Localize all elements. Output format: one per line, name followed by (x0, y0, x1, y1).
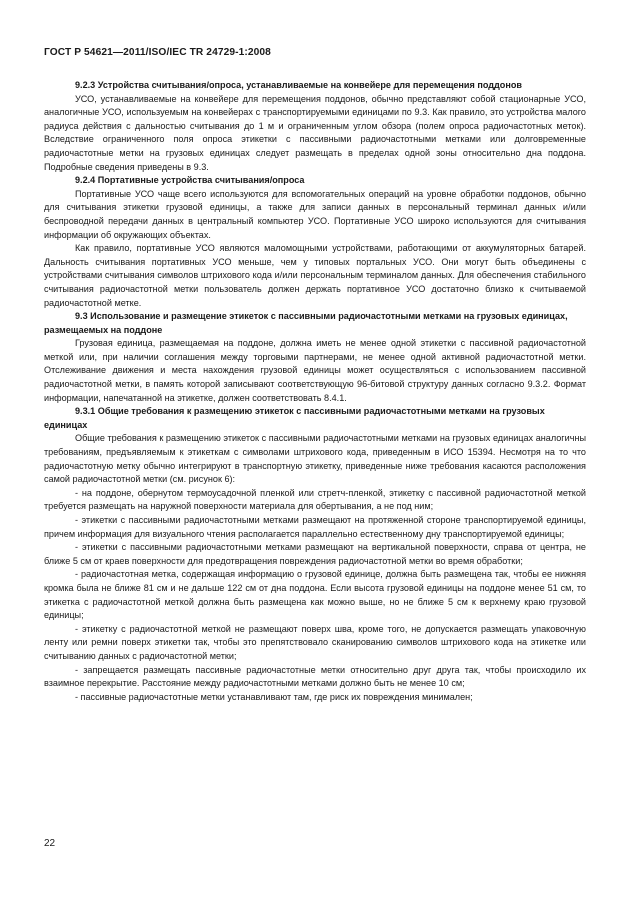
section-heading-9-2-4: 9.2.4 Портативные устройства считывания/опроса (75, 175, 305, 186)
section-heading-9-2-3: 9.2.3 Устройства считывания/опроса, устанавливаемые на конвейере для перемещения поддонов (75, 80, 523, 90)
page-header: ГОСТ Р 54621—2011/ISO/IEC TR 24729-1:2008 (44, 47, 271, 58)
section-heading-9-3: 9.3 Использование и размещение этикеток с пассивными радиочастотными метками на грузовых единицах, размещаемых на поддоне (44, 311, 568, 335)
paragraph: Портативные УСО чаще всего используются для вспомогательных операций на уровне обработки поддонов, обычно для считывания этикетки грузовой единицы, а также для записи данных в персональный терминал данных и/или беспроводной передачи данных в центральный компьютер УСО. Портативные УСО широко используются для считывания информации об окружающих объектах. (44, 188, 586, 240)
list-item: - этикетки с пассивными радиочастотными метками размещают на протяженной стороне транспортируемой единицы, причем информация для визуального чтения располагается параллельно естественному дну транспортируемой единицы; (44, 515, 586, 539)
paragraph: Грузовая единица, размещаемая на поддоне, должна иметь не менее одной этикетки с пассивной радиочастотной меткой или, при наличии соглашения между торговыми партнерами, не менее одной активной радиочастотной метки. Отслеживание движения и места нахождения грузовой единицы может осуществляться с использованием пассивной радиочастотной метки, в память которой записывают соответствующую 96-битовой структуру данных согласно 9.3.2. Формат информации, напечатанной на этикетке, должен соответствовать 8.4.1. (44, 338, 586, 403)
paragraph: Как правило, портативные УСО являются маломощными устройствами, работающими от аккумуляторных батарей. Дальность считывания портативных УСО меньше, чем у типовых портальных УСО. Они могут быть объединены с устройствами считывания символов штрихового кода и/или персональным терминалом данных. Для обеспечения стабильного считывания радиочастотной метки пользователь должен держать портативное УСО достаточно близко к считываемой радиочастотной метке. (44, 243, 586, 308)
document-body (44, 79, 586, 704)
list-item: - на поддоне, обернутом термоусадочной пленкой или стретч-пленкой, этикетку с пассивной радиочастотной меткой требуется размещать на наружной поверхности материала для обертывания, а не под ним; (44, 487, 586, 512)
list-item: - запрещается размещать пассивные радиочастотные метки относительно друг друга так, чтобы происходило их взаимное перекрытие. Расстояние между радиочастотными метками должно быть не менее 10 см; (44, 664, 586, 689)
list-item: - этикетки с пассивными радиочастотными метками размещают на вертикальной поверхности, справа от центра, не ближе 5 см от краев поверхности для предотвращения повреждения радиочастотной метки во время обработки; (44, 542, 586, 566)
page-number: 22 (44, 838, 56, 849)
section-heading-9-3-1: 9.3.1 Общие требования к размещению этикеток с пассивными радиочастотными метками на грузовых единицах (44, 406, 545, 430)
paragraph: Общие требования к размещению этикеток с пассивными радиочастотными метками на грузовых единицах аналогичны требованиям, предъявляемым к этикеткам с символами штрихового кода, приведенным в ИСО 15394. Несмотря на то что радиочастотную метку обычно интегрируют в транспортную этикетку, приведенные ниже требования касаются расположения самой радиочастотной метки (см. рисунок 6): (44, 433, 586, 485)
list-item: - радиочастотная метка, содержащая информацию о грузовой единице, должна быть размещена так, чтобы ее нижняя кромка была не ближе 81 см и не дальше 122 см от дна поддона. Если высота грузовой единицы на поддоне менее 51 см, то этикетка с радиочастотной меткой должна быть размещена как можно выше, но не ближе 5 см к верхнему краю грузовой единицы; (44, 569, 586, 621)
paragraph: УСО, устанавливаемые на конвейере для перемещения поддонов, обычно представляют собой стационарные УСО, аналогичные УСО, используемым на конвейерах с транспортируемыми единицами по 9.3. Как правило, это устройства малого радиуса действия с дальностью считывания до 1 м и ограниченным углом обзора (полем опроса радиочастотных меток). Вследствие ограниченного поля опроса этикетки с пассивными радиочастотными метками или долговременные радиочастотные метки на грузовых единицах следует размещать в пределах одной зоны относительно дна поддона. Подробные сведения приведены в 9.3. (44, 93, 586, 172)
list-item: - этикетку с радиочастотной меткой не размещают поверх шва, кроме того, не допускается размещать упаковочную ленту или ремни поверх этикетки так, чтобы это препятствовало сканированию символов штрихового кода на этикетке или считыванию данных с радиочастотной метки; (44, 623, 586, 661)
list-item: - пассивные радиочастотные метки устанавливают там, где риск их повреждения минимален; (75, 691, 473, 702)
